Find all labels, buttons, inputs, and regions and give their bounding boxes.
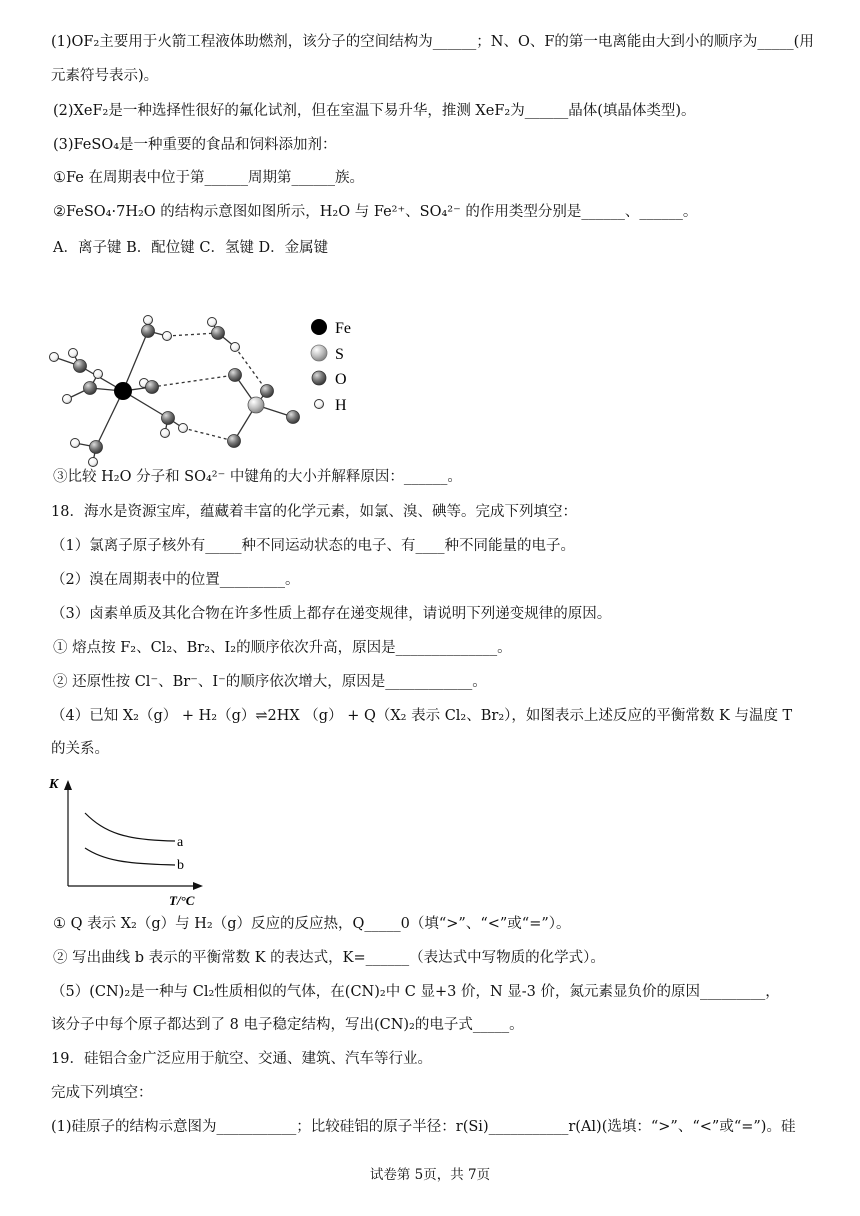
question-19-intro: 19．硅铝合金广泛应用于航空、交通、建筑、汽车等行业。 <box>51 1051 432 1067</box>
legend-o-label: O <box>335 371 347 388</box>
text-line-2: 元素符号表示)。 <box>51 68 159 84</box>
curve-a <box>85 813 175 841</box>
curve-b-label: b <box>177 858 184 873</box>
feso4-structure-diagram <box>40 300 380 480</box>
legend-h-label: H <box>335 397 347 414</box>
text-line-19: 该分子中每个原子都达到了 8 电子稳定结构，写出(CN)₂的电子式_____。 <box>51 1017 524 1033</box>
text-line-5: ①Fe 在周期表中位于第______周期第______族。 <box>53 170 364 186</box>
text-line-15: 的关系。 <box>51 741 109 757</box>
text-line-11: （3）卤素单质及其化合物在许多性质上都存在递变规律，请说明下列递变规律的原因。 <box>51 606 612 622</box>
curve-a-label: a <box>177 835 184 850</box>
text-line-1: (1)OF₂主要用于火箭工程液体助燃剂，该分子的空间结构为______；N、O、F的第一电离能由大到小的顺序为_____(用 <box>51 34 814 50</box>
page-footer: 试卷第 5页，共 7页 <box>369 1167 491 1183</box>
text-line-10: （2）溴在周期表中的位置_________。 <box>51 572 300 588</box>
graph-y-label: K <box>49 777 59 792</box>
text-line-21: 完成下列填空： <box>51 1085 153 1101</box>
curve-b <box>85 848 175 865</box>
text-line-16: ① Q 表示 X₂（g）与 H₂（g）反应的反应热，Q_____0（填“>”、“<”或“=”）。 <box>53 916 571 932</box>
text-options: A．离子键 B．配位键 C．氢键 D．金属键 <box>53 240 329 256</box>
text-line-6: ②FeSO₄·7H₂O 的结构示意图如图所示，H₂O 与 Fe²⁺、SO₄²⁻ 的作用类型分别是______、______。 <box>53 204 698 220</box>
text-line-3: (2)XeF₂是一种选择性很好的氟化试剂，但在室温下易升华，推测 XeF₂为______晶体(填晶体类型)。 <box>53 103 696 119</box>
legend-fe-label: Fe <box>335 320 351 337</box>
text-line-7: ③比较 H₂O 分子和 SO₄²⁻ 中键角的大小并解释原因：______。 <box>53 469 462 485</box>
text-line-4: (3)FeSO₄是一种重要的食品和饲料添加剂： <box>53 137 337 153</box>
text-line-18: （5）(CN)₂是一种与 Cl₂性质相似的气体，在(CN)₂中 C 显+3 价，N 显-3 价，氮元素显负价的原因_________， <box>51 984 780 1000</box>
text-line-14: （4）已知 X₂（g） + H₂（g）⇌2HX （g） + Q（X₂ 表示 Cl₂、Br₂），如图表示上述反应的平衡常数 K 与温度 T <box>51 708 793 724</box>
graph-x-label: T/°C <box>169 893 195 908</box>
text-line-17: ② 写出曲线 b 表示的平衡常数 K 的表达式，K=______（表达式中写物质的化学式）。 <box>53 950 605 966</box>
text-line-9: （1）氯离子原子核外有_____种不同运动状态的电子、有____种不同能量的电子。 <box>51 538 575 554</box>
diagram-legend <box>311 319 351 414</box>
text-line-13: ② 还原性按 Cl⁻、Br⁻、I⁻的顺序依次增大，原因是____________。 <box>53 674 487 690</box>
question-18-intro: 18．海水是资源宝库，蕴藏着丰富的化学元素，如氯、溴、碘等。完成下列填空： <box>51 504 577 520</box>
text-line-12: ① 熔点按 F₂、Cl₂、Br₂、I₂的顺序依次升高，原因是______________。 <box>53 640 512 656</box>
text-line-22: (1)硅原子的结构示意图为___________；比较硅铝的原子半径：r(Si)___________r(Al)(选填：“>”、“<”或“=”)。硅 <box>51 1119 796 1135</box>
legend-s-label: S <box>335 346 344 363</box>
k-vs-t-graph <box>45 768 215 908</box>
